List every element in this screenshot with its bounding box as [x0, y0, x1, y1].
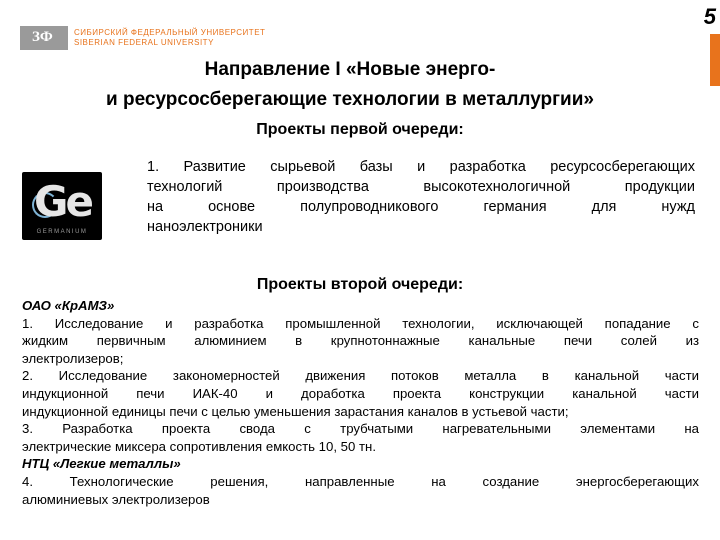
logo-mark-text: ЗФ [32, 29, 53, 45]
org-heading-kramz: ОАО «КрАМЗ» [22, 298, 115, 313]
germanium-logo [22, 172, 102, 240]
project-line: электрические миксера сопротивления емкость 10, 50 тн. [22, 438, 376, 454]
university-logo [20, 26, 265, 50]
project-line: 2. Исследование закономерностей движения потоков металла в канальной части [22, 368, 699, 384]
page-number: 5 [703, 4, 716, 29]
project-line: индукционной печи ИАК-40 и доработка проекта конструкции канальной части [22, 385, 699, 401]
project-line: 4. Технологические решения, направленные на создание энергосберегающих [22, 473, 699, 489]
project1-line: технологий производства высокотехнологичной продукции [147, 179, 695, 195]
university-logo-mark [20, 26, 68, 50]
university-logo-text [74, 28, 265, 48]
first-stage-heading: Проекты первой очереди: [256, 121, 464, 138]
project-line: 1. Исследование и разработка промышленной технологии, исключающей попадание с [22, 315, 699, 331]
first-stage-project [147, 157, 695, 237]
germanium-logo-text: Ge [34, 177, 91, 226]
accent-bar [710, 34, 720, 86]
project1-line: 1. Развитие сырьевой базы и разработка ресурсосберегающих [147, 159, 695, 175]
project-line: индукционной единицы печи с целью уменьшения зарастания каналов в устьевой части; [22, 403, 569, 419]
project1-line: наноэлектроники [147, 219, 263, 235]
second-stage-projects [22, 297, 699, 508]
logo-line-ru: СИБИРСКИЙ ФЕДЕРАЛЬНЫЙ УНИВЕРСИТЕТ [74, 28, 266, 37]
title-line-2: и ресурсосберегающие технологии в металлургии» [106, 89, 594, 110]
logo-line-en: SIBERIAN FEDERAL UNIVERSITY [74, 38, 214, 47]
org-heading-light-metals: НТЦ «Легкие металлы» [22, 456, 181, 472]
project1-line: на основе полупроводникового германия для нужд [147, 199, 695, 215]
germanium-logo-caption: GERMANIUM [36, 229, 88, 235]
slide-title [30, 55, 670, 115]
title-line-1: Направление I «Новые энерго- [204, 59, 496, 80]
project-line: жидким первичным алюминием в крупнотоннажные канальные печи солей из [22, 333, 699, 349]
second-stage-heading: Проекты второй очереди: [256, 276, 464, 293]
project-line: электролизеров; [22, 350, 124, 366]
project-line: 3. Разработка проекта свода с трубчатыми нагревательными элементами на [22, 421, 699, 437]
project-line: алюминиевых электролизеров [22, 491, 210, 507]
